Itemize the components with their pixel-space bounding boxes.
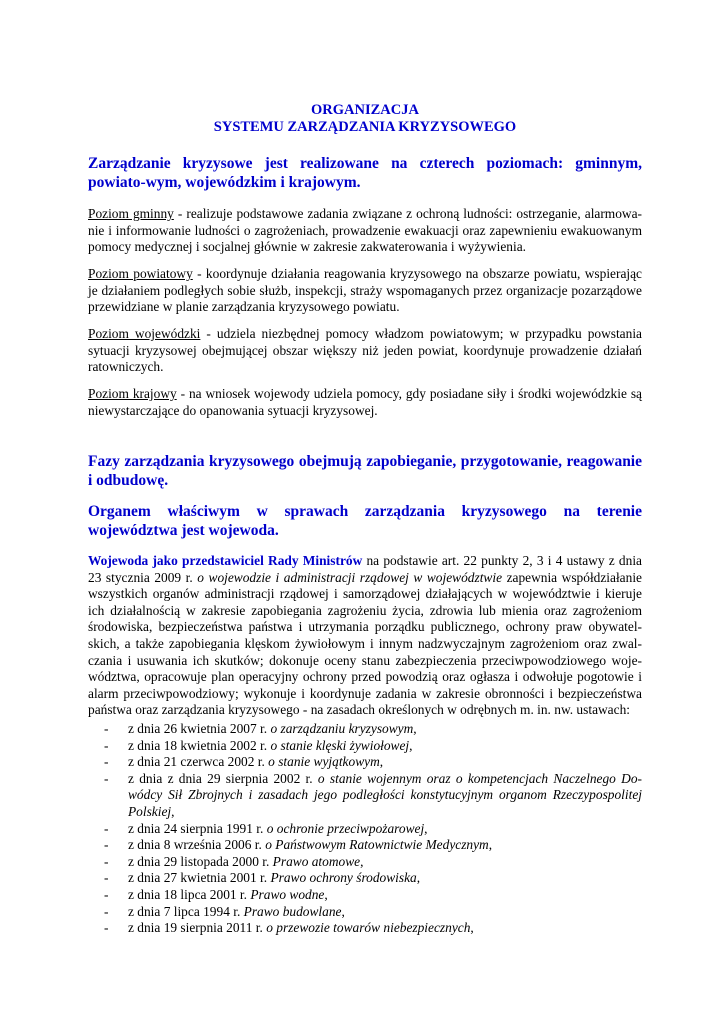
list-item — [104, 721, 642, 738]
law-date: z dnia 19 sierpnia 2011 r. — [128, 920, 267, 936]
voivode-act: o wojewodzie i administracji rządowej w województwie — [197, 569, 503, 585]
law-title: o zarządzaniu kryzysowym — [270, 721, 414, 736]
law-date: z dnia 24 sierpnia 1991 r. — [128, 820, 267, 836]
level-name: Poziom krajowy — [88, 386, 177, 401]
law-end: , — [488, 837, 493, 853]
law-title: Prawo budowlane — [243, 903, 342, 919]
law-date: z dnia 8 września 2006 r. — [128, 837, 266, 853]
level-name: Poziom wojewódzki — [88, 326, 201, 341]
law-title: o Państwowym Ratownictwie Medycznym — [265, 837, 489, 853]
law-title: o stanie wyjątkowym — [268, 754, 380, 770]
law-title: Prawo wodne — [250, 886, 325, 902]
law-date: z dnia 26 kwietnia 2007 r. — [128, 721, 271, 736]
law-title: o stanie wojennym oraz o kompetencjach Naczelnego Do-wódcy Sił Zbrojnych i zasadach jego podległości konstytucyjnym organom Rzeczypospolitej Polskiej — [128, 770, 642, 819]
level-name: Poziom powiatowy — [88, 266, 193, 281]
list-dash: - — [104, 920, 109, 936]
law-end: , — [341, 903, 345, 919]
level-paragraph-krajowy — [88, 386, 642, 419]
list-dash: - — [104, 820, 109, 836]
level-text: - koordynuje działania reagowania kryzysowego na obszarze powiatu, wspierając je działaniem podległych sobie służb, inspekcji, straży wspomaganych przez organizacje pozarządowe przewidziane w planie zarządzania kryzysowego powiatu. — [88, 266, 642, 315]
law-end: , — [360, 853, 364, 869]
title-line-1: ORGANIZACJA — [311, 102, 419, 118]
voivode-text-1: na podstawie art. 22 punkty 2, 3 i 4 ustawy z dnia 23 stycznia 2009 r. — [88, 553, 642, 585]
law-date: z dnia 18 lipca 2001 r. — [128, 886, 251, 902]
heading-phases: Fazy zarządzania kryzysowego obejmują zapobieganie, przygotowanie, reagowanie i odbudowę. — [88, 453, 642, 489]
voivode-lead: Wojewoda jako przedstawiciel Rady Ministrów — [88, 553, 363, 568]
list-item — [104, 904, 642, 921]
heading-levels: Zarządzanie kryzysowe jest realizowane na czterech poziomach: gminnym, powiato-wym, wojewódzkim i krajowym. — [88, 155, 642, 191]
page-title — [88, 102, 642, 136]
list-item — [104, 870, 642, 887]
list-dash: - — [104, 886, 109, 902]
list-item — [104, 771, 642, 821]
level-text: - realizuje podstawowe zadania związane z ochroną ludności: ostrzeganie, alarmowa-nie i informowanie ludności o zagrożeniach, prowadzenie ewakuacji oraz zapewnieniu ewakuowanym pomocy medycznej i socjalnej głównie w zakresie zakwaterowania i wyżywienia. — [88, 206, 642, 255]
level-paragraph-gminny — [88, 206, 642, 256]
level-text: - na wniosek wojewody udziela pomocy, gdy posiadane siły i środki wojewódzkie są niewystarczające do opanowania sytuacji kryzysowej. — [88, 386, 642, 418]
law-end: , — [413, 721, 417, 736]
law-end: , — [324, 886, 328, 902]
law-end: , — [409, 737, 413, 753]
list-dash: - — [104, 903, 109, 919]
laws-list — [104, 721, 642, 937]
list-dash: - — [104, 853, 109, 869]
list-item — [104, 854, 642, 871]
title-line-2: SYSTEMU ZARZĄDZANIA KRYZYSOWEGO — [213, 119, 517, 135]
list-item — [104, 738, 642, 755]
list-item — [104, 887, 642, 904]
law-title: o ochronie przeciwpożarowej — [266, 820, 425, 836]
law-date: z dnia 18 kwietnia 2002 r. — [128, 737, 271, 753]
level-paragraph-wojewodzki — [88, 326, 642, 376]
law-date: z dnia 7 lipca 1994 r. — [128, 903, 244, 919]
list-dash: - — [104, 770, 109, 786]
law-title: Prawo ochrony środowiska — [270, 870, 417, 886]
list-dash: - — [104, 837, 109, 853]
voivode-paragraph — [88, 553, 642, 719]
law-title: o przewozie towarów niebezpiecznych — [266, 920, 471, 936]
law-date: z dnia 21 czerwca 2002 r. — [128, 754, 269, 770]
voivode-text-2: zapewnia współdziałanie wszystkich organów administracji rządowej i samorządowej działających w województwie i kieruje ich działalnością w zakresie zapobiegania zagrożeniu życia, zdrowia lub mienia oraz zagrożeniom środowiska, bezpieczeństwa państwa i utrzymania porządku publicznego, ochrony praw obywatel-skich, a także zapobiegania klęskom żywiołowym i innym nadzwyczajnym zagrożeniom oraz zwal-czania i usuwania ich skutków; dokonuje oceny stanu zabezpieczenia przeciwpowodziowego woje-wództwa, opracowuje plan operacyjny ochrony przed powodzią oraz ogłasza i odwołuje pogotowie i alarm przeciwpowodziowy; wykonuje i koordynuje zadania w zakresie obronności i bezpieczeństwa państwa oraz zarządzania kryzysowego - na zasadach określonych w odrębnych m. in. nw. ustawach: — [88, 569, 642, 718]
list-dash: - — [104, 870, 109, 886]
list-dash: - — [104, 721, 109, 736]
level-text: - udziela niezbędnej pomocy władzom powiatowym; w przypadku powstania sytuacji kryzysowej obejmującej obszar większy niż jeden powiat, koordynuje prowadzenie działań ratowniczych. — [88, 326, 642, 375]
law-date: z dnia 27 kwietnia 2001 r. — [128, 870, 271, 886]
law-date: z dnia z dnia 29 sierpnia 2002 r. — [128, 770, 318, 786]
law-title: Prawo atomowe — [272, 853, 361, 869]
law-end: , — [424, 820, 428, 836]
law-end: , — [171, 803, 175, 819]
law-end: , — [379, 754, 384, 770]
list-item — [104, 754, 642, 771]
level-paragraph-powiatowy — [88, 266, 642, 316]
heading-authority: Organem właściwym w sprawach zarządzania kryzysowego na terenie województwa jest wojewoda. — [88, 503, 642, 539]
law-title: o stanie klęski żywiołowej — [270, 737, 410, 753]
list-item — [104, 821, 642, 838]
law-end: , — [416, 870, 421, 886]
law-date: z dnia 29 listopada 2000 r. — [128, 853, 273, 869]
list-item — [104, 920, 642, 937]
law-end: , — [470, 920, 474, 936]
level-name: Poziom gminny — [88, 206, 174, 221]
list-dash: - — [104, 737, 109, 753]
list-dash: - — [104, 754, 109, 770]
list-item — [104, 837, 642, 854]
